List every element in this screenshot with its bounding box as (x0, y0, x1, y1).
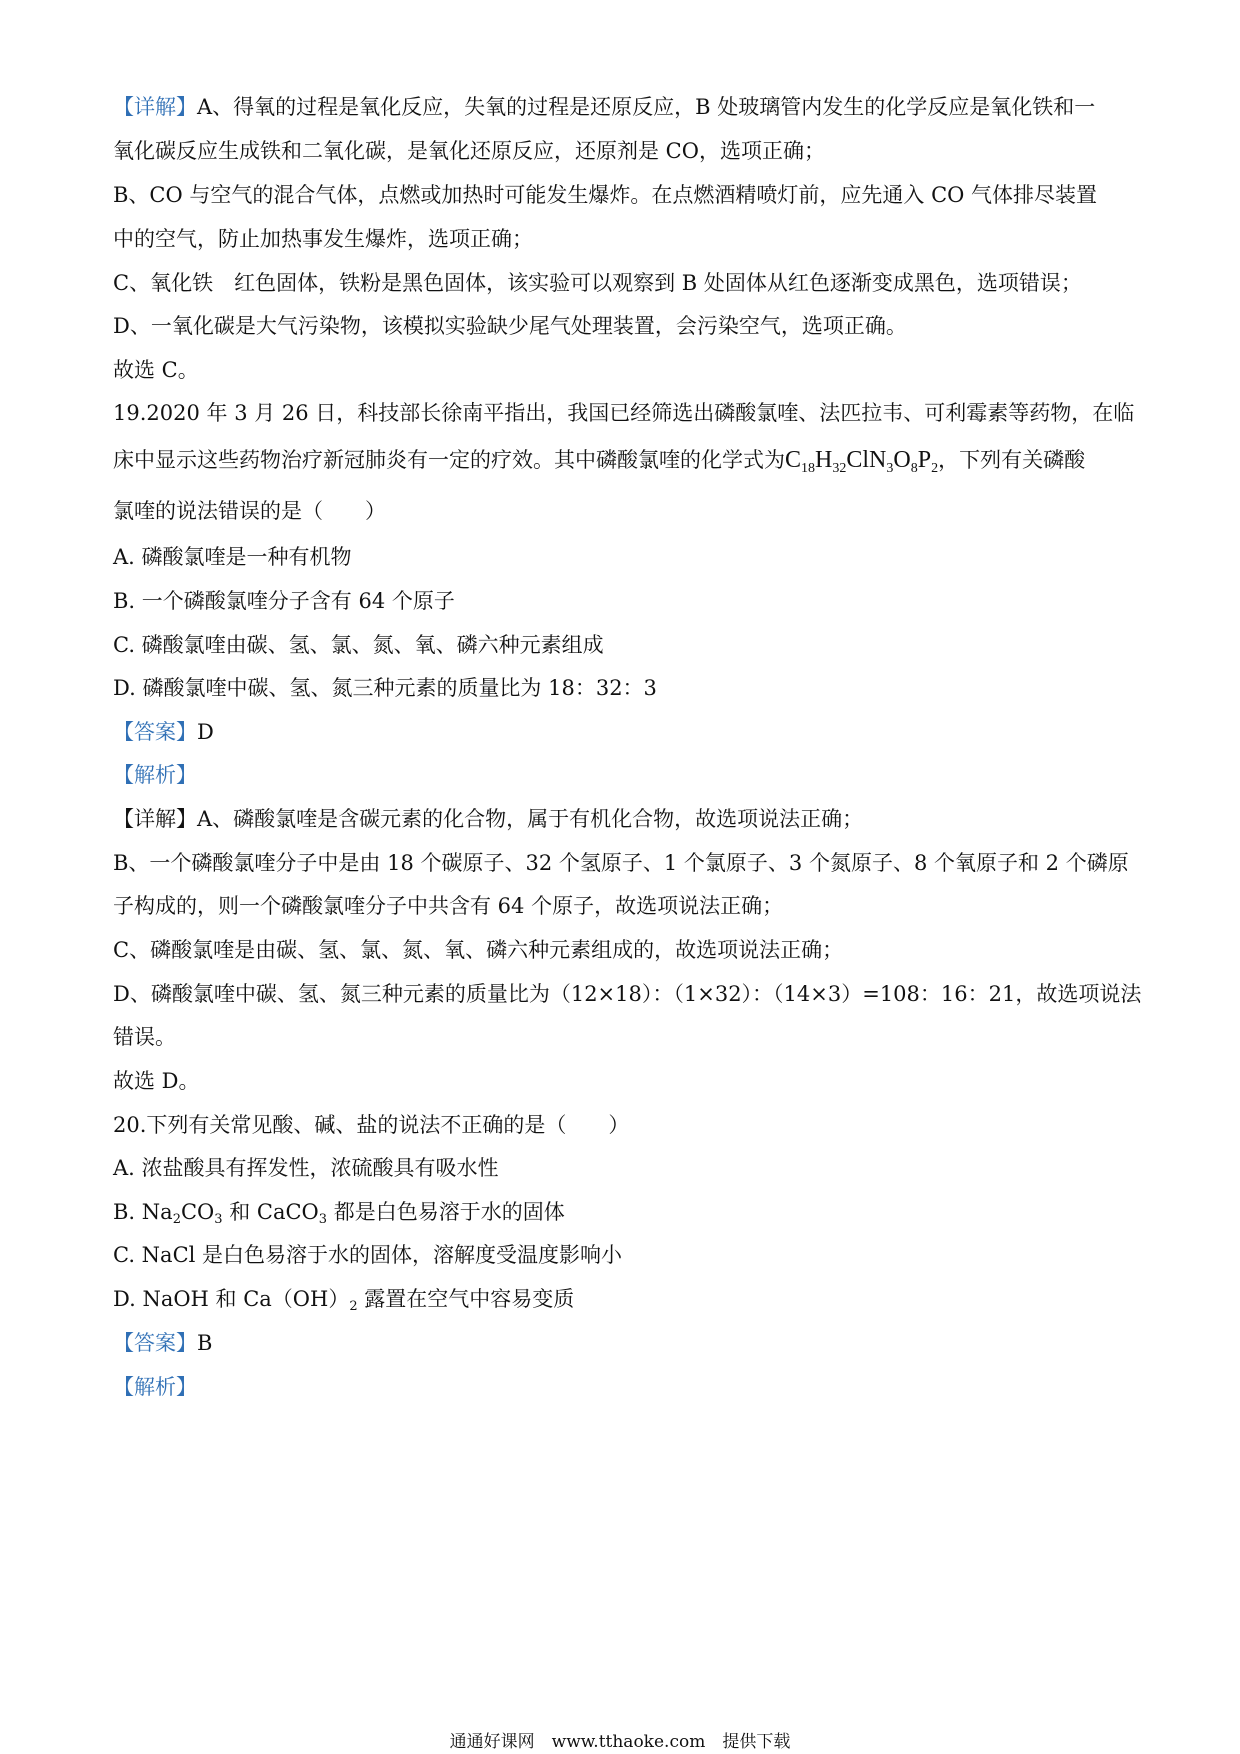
q19-answer: 【答案】D (113, 720, 214, 744)
q18-detail-line-3: B、CO 与空气的混合气体，点燃或加热时可能发生爆炸。在点燃酒精喷灯前，应先通入 CO 气体排尽装置 (113, 183, 1098, 207)
q19-detail-line-2: B、一个磷酸氯喹分子中是由 18 个碳原子、32 个氢原子、1 个氯原子、3 个氮原子、8 个氧原子和 2 个磷原 (113, 851, 1129, 875)
q19-stem-line-3: 氯喹的说法错误的是（ ） (113, 499, 386, 523)
q19-detail-line-5: D、磷酸氯喹中碳、氢、氮三种元素的质量比为（12×18）：（1×32）：（14×3）=108：16：21，故选项说法 (113, 982, 1142, 1006)
q19-option-a: A. 磷酸氯喹是一种有机物 (113, 545, 352, 569)
q18-detail-line-5: C、氧化铁 红色固体，铁粉是黑色固体，该实验可以观察到 B 处固体从红色逐渐变成黑色，选项错误； (113, 271, 1082, 295)
q19-option-d: D. 磷酸氯喹中碳、氢、氮三种元素的质量比为 18：32：3 (113, 676, 657, 700)
q19-detail-line-4: C、磷酸氯喹是由碳、氢、氯、氮、氧、磷六种元素组成的，故选项说法正确； (113, 938, 844, 962)
q19-option-c: C. 磷酸氯喹由碳、氢、氯、氮、氧、磷六种元素组成 (113, 633, 604, 657)
q20-option-b: B. $Na_2CO_3$ 和 CaCO$_3$ 都是白色易溶于水的固体 (113, 1200, 565, 1227)
q20-stem: 20.下列有关常见酸、碱、盐的说法不正确的是（ ） (113, 1113, 630, 1137)
q19-analysis-label: 【解析】 (113, 763, 197, 787)
q19-conclusion: 故选 D。 (113, 1069, 200, 1093)
q20-option-c: C. NaCl 是白色易溶于水的固体，溶解度受温度影响小 (113, 1243, 623, 1267)
q18-conclusion: 故选 C。 (113, 358, 199, 382)
q19-stem-line-1: 19.2020 年 3 月 26 日，科技部长徐南平指出，我国已经筛选出磷酸氯喹、法匹拉韦、可利霉素等药物，在临 (113, 401, 1135, 425)
q18-detail-line-6: D、一氧化碳是大气污染物，该模拟实验缺少尾气处理装置，会污染空气，选项正确。 (113, 314, 907, 338)
q20-option-d: D. NaOH 和 $Ca(OH)_2$ 露置在空气中容易变质 (113, 1287, 575, 1314)
q19-detail-line-1: 【详解】A、磷酸氯喹是含碳元素的化合物，属于有机化合物，故选项说法正确； (113, 807, 864, 831)
q19-option-b: B. 一个磷酸氯喹分子含有 64 个原子 (113, 589, 455, 613)
q19-detail-line-6: 错误。 (113, 1025, 176, 1049)
q19-stem-line-2: 床中显示这些药物治疗新冠肺炎有一定的疗效。其中磷酸氯喹的化学式为$C_{18}H_{32}ClN_3O_8P_2$，下列有关磷酸 (113, 447, 1086, 476)
q19-detail-line-3: 子构成的，则一个磷酸氯喹分子中共含有 64 个原子，故选项说法正确； (113, 894, 784, 918)
q18-detail-line-4: 中的空气，防止加热事发生爆炸，选项正确； (113, 227, 533, 251)
detail-label: 【详解】 (113, 95, 197, 119)
chemical-formula: $C_{18}H_{32}ClN_3O_8P_2$ (785, 447, 939, 476)
q20-analysis-label: 【解析】 (113, 1375, 197, 1399)
page-footer: 通通好课网 www.tthaoke.com 提供下载 (449, 1732, 791, 1752)
q20-answer: 【答案】B (113, 1331, 213, 1355)
q20-option-a: A. 浓盐酸具有挥发性，浓硫酸具有吸水性 (113, 1156, 499, 1180)
q18-detail-line-2: 氧化碳反应生成铁和二氧化碳，是氧化还原反应，还原剂是 CO，选项正确； (113, 139, 825, 163)
q18-detail-line-1: 【详解】A、得氧的过程是氧化反应，失氧的过程是还原反应，B 处玻璃管内发生的化学反应是氧化铁和一 (113, 95, 1096, 119)
